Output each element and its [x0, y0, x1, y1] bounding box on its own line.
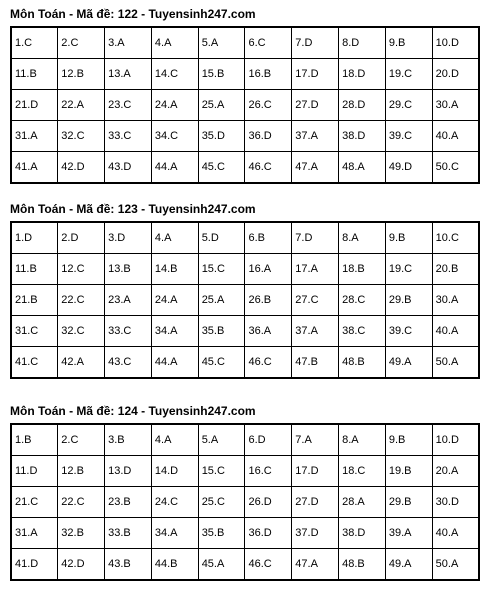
table-row [11, 347, 479, 379]
table-row [11, 424, 479, 456]
answer-cell: 40.A [432, 518, 479, 549]
answer-cell: 34.A [151, 316, 198, 347]
answer-cell: 20.A [432, 456, 479, 487]
answer-cell: 26.C [245, 90, 292, 121]
answer-cell: 44.B [151, 549, 198, 581]
answer-cell: 24.C [151, 487, 198, 518]
answer-cell: 18.C [339, 456, 386, 487]
answer-cell: 5.A [198, 27, 245, 59]
answer-cell: 27.C [292, 285, 339, 316]
answer-cell: 14.D [151, 456, 198, 487]
table-row [11, 316, 479, 347]
answer-cell: 24.A [151, 285, 198, 316]
answer-cell: 41.A [11, 152, 58, 184]
answer-cell: 4.A [151, 222, 198, 254]
answer-cell: 41.D [11, 549, 58, 581]
answer-cell: 35.B [198, 518, 245, 549]
answer-cell: 26.B [245, 285, 292, 316]
answer-cell: 30.D [432, 487, 479, 518]
answer-cell: 27.D [292, 487, 339, 518]
answer-cell: 36.D [245, 518, 292, 549]
answer-cell: 11.B [11, 59, 58, 90]
answer-cell: 32.B [58, 518, 105, 549]
answer-cell: 39.C [385, 316, 432, 347]
answer-cell: 14.B [151, 254, 198, 285]
section-title: Môn Toán - Mã đề: 122 - Tuyensinh247.com [10, 7, 256, 21]
answer-cell: 49.A [385, 347, 432, 379]
table-row [11, 59, 479, 90]
answer-cell: 37.A [292, 316, 339, 347]
answer-cell: 8.A [339, 424, 386, 456]
answer-cell: 7.A [292, 424, 339, 456]
answer-cell: 3.A [105, 27, 152, 59]
answer-cell: 30.A [432, 285, 479, 316]
answer-cell: 50.A [432, 549, 479, 581]
answer-cell: 3.D [105, 222, 152, 254]
answer-cell: 22.C [58, 285, 105, 316]
answer-cell: 1.D [11, 222, 58, 254]
answer-cell: 11.B [11, 254, 58, 285]
answer-table [10, 221, 480, 379]
answer-cell: 12.B [58, 59, 105, 90]
answer-cell: 22.A [58, 90, 105, 121]
answer-cell: 17.D [292, 456, 339, 487]
answer-cell: 48.B [339, 347, 386, 379]
table-row [11, 121, 479, 152]
answer-cell: 13.A [105, 59, 152, 90]
answer-cell: 16.C [245, 456, 292, 487]
answer-cell: 15.C [198, 254, 245, 285]
answer-cell: 47.A [292, 549, 339, 581]
answer-cell: 44.A [151, 152, 198, 184]
answer-cell: 42.D [58, 152, 105, 184]
answer-cell: 35.D [198, 121, 245, 152]
table-row [11, 285, 479, 316]
answer-cell: 6.C [245, 27, 292, 59]
answer-cell: 44.A [151, 347, 198, 379]
answer-cell: 43.C [105, 347, 152, 379]
answer-cell: 41.C [11, 347, 58, 379]
answer-cell: 8.A [339, 222, 386, 254]
answer-cell: 29.C [385, 90, 432, 121]
answer-cell: 34.C [151, 121, 198, 152]
answer-cell: 21.D [11, 90, 58, 121]
answer-cell: 19.C [385, 254, 432, 285]
section-title: Môn Toán - Mã đề: 123 - Tuyensinh247.com [10, 202, 256, 216]
answer-cell: 28.A [339, 487, 386, 518]
answer-cell: 45.C [198, 347, 245, 379]
answer-cell: 48.A [339, 152, 386, 184]
answer-cell: 7.D [292, 222, 339, 254]
answer-cell: 40.A [432, 316, 479, 347]
answer-cell: 18.D [339, 59, 386, 90]
answer-cell: 5.A [198, 424, 245, 456]
table-row [11, 254, 479, 285]
answer-cell: 16.B [245, 59, 292, 90]
answer-cell: 10.C [432, 222, 479, 254]
answer-cell: 38.D [339, 518, 386, 549]
answer-cell: 2.C [58, 424, 105, 456]
answer-cell: 6.B [245, 222, 292, 254]
answer-cell: 29.B [385, 285, 432, 316]
answer-cell: 31.A [11, 121, 58, 152]
answer-cell: 26.D [245, 487, 292, 518]
answer-cell: 2.C [58, 27, 105, 59]
answer-cell: 14.C [151, 59, 198, 90]
answer-cell: 43.B [105, 549, 152, 581]
answer-cell: 45.C [198, 152, 245, 184]
answer-cell: 17.A [292, 254, 339, 285]
answer-cell: 33.C [105, 121, 152, 152]
answer-cell: 34.A [151, 518, 198, 549]
answer-cell: 31.C [11, 316, 58, 347]
answer-cell: 13.B [105, 254, 152, 285]
answer-cell: 50.A [432, 347, 479, 379]
answer-cell: 38.C [339, 316, 386, 347]
answer-cell: 12.B [58, 456, 105, 487]
answer-cell: 40.A [432, 121, 479, 152]
answer-cell: 46.C [245, 347, 292, 379]
answer-cell: 33.C [105, 316, 152, 347]
answer-cell: 38.D [339, 121, 386, 152]
answer-table [10, 26, 480, 184]
answer-cell: 28.D [339, 90, 386, 121]
answer-cell: 23.B [105, 487, 152, 518]
answer-cell: 4.A [151, 424, 198, 456]
answer-cell: 6.D [245, 424, 292, 456]
table-row [11, 549, 479, 581]
answer-cell: 29.B [385, 487, 432, 518]
answer-cell: 35.B [198, 316, 245, 347]
section-title: Môn Toán - Mã đề: 124 - Tuyensinh247.com [10, 404, 256, 418]
answer-cell: 1.B [11, 424, 58, 456]
answer-cell: 8.D [339, 27, 386, 59]
answer-cell: 25.A [198, 285, 245, 316]
answer-cell: 10.D [432, 424, 479, 456]
answer-cell: 42.D [58, 549, 105, 581]
answer-cell: 49.D [385, 152, 432, 184]
answer-cell: 36.D [245, 121, 292, 152]
answer-cell: 25.C [198, 487, 245, 518]
answer-table [10, 423, 480, 581]
answer-cell: 12.C [58, 254, 105, 285]
answer-cell: 20.B [432, 254, 479, 285]
answer-cell: 1.C [11, 27, 58, 59]
table-row [11, 518, 479, 549]
answer-cell: 11.D [11, 456, 58, 487]
answer-cell: 2.D [58, 222, 105, 254]
answer-cell: 47.A [292, 152, 339, 184]
answer-cell: 13.D [105, 456, 152, 487]
answer-cell: 7.D [292, 27, 339, 59]
answer-cell: 22.C [58, 487, 105, 518]
answer-cell: 3.B [105, 424, 152, 456]
table-row [11, 152, 479, 184]
answer-cell: 5.D [198, 222, 245, 254]
answer-cell: 9.B [385, 27, 432, 59]
answer-cell: 50.C [432, 152, 479, 184]
answer-cell: 20.D [432, 59, 479, 90]
table-row [11, 487, 479, 518]
answer-cell: 28.C [339, 285, 386, 316]
answer-cell: 45.A [198, 549, 245, 581]
answer-cell: 24.A [151, 90, 198, 121]
answer-cell: 25.A [198, 90, 245, 121]
answer-cell: 36.A [245, 316, 292, 347]
answer-cell: 49.A [385, 549, 432, 581]
answer-cell: 46.C [245, 549, 292, 581]
answer-cell: 9.B [385, 424, 432, 456]
answer-cell: 47.B [292, 347, 339, 379]
table-row [11, 90, 479, 121]
answer-cell: 10.D [432, 27, 479, 59]
answer-cell: 32.C [58, 121, 105, 152]
answer-cell: 19.C [385, 59, 432, 90]
answer-cell: 21.C [11, 487, 58, 518]
answer-cell: 4.A [151, 27, 198, 59]
answer-cell: 15.C [198, 456, 245, 487]
answer-cell: 33.B [105, 518, 152, 549]
answer-cell: 39.C [385, 121, 432, 152]
answer-cell: 37.A [292, 121, 339, 152]
table-row [11, 456, 479, 487]
answer-cell: 37.D [292, 518, 339, 549]
answer-cell: 15.B [198, 59, 245, 90]
answer-cell: 31.A [11, 518, 58, 549]
answer-cell: 9.B [385, 222, 432, 254]
answer-cell: 18.B [339, 254, 386, 285]
answer-cell: 48.B [339, 549, 386, 581]
answer-cell: 42.A [58, 347, 105, 379]
answer-cell: 43.D [105, 152, 152, 184]
answer-cell: 27.D [292, 90, 339, 121]
answer-cell: 30.A [432, 90, 479, 121]
answer-cell: 39.A [385, 518, 432, 549]
table-row [11, 27, 479, 59]
table-row [11, 222, 479, 254]
answer-cell: 16.A [245, 254, 292, 285]
answer-cell: 17.D [292, 59, 339, 90]
answer-cell: 46.C [245, 152, 292, 184]
answer-cell: 23.A [105, 285, 152, 316]
answer-cell: 23.C [105, 90, 152, 121]
answer-cell: 19.B [385, 456, 432, 487]
answer-cell: 21.B [11, 285, 58, 316]
answer-cell: 32.C [58, 316, 105, 347]
